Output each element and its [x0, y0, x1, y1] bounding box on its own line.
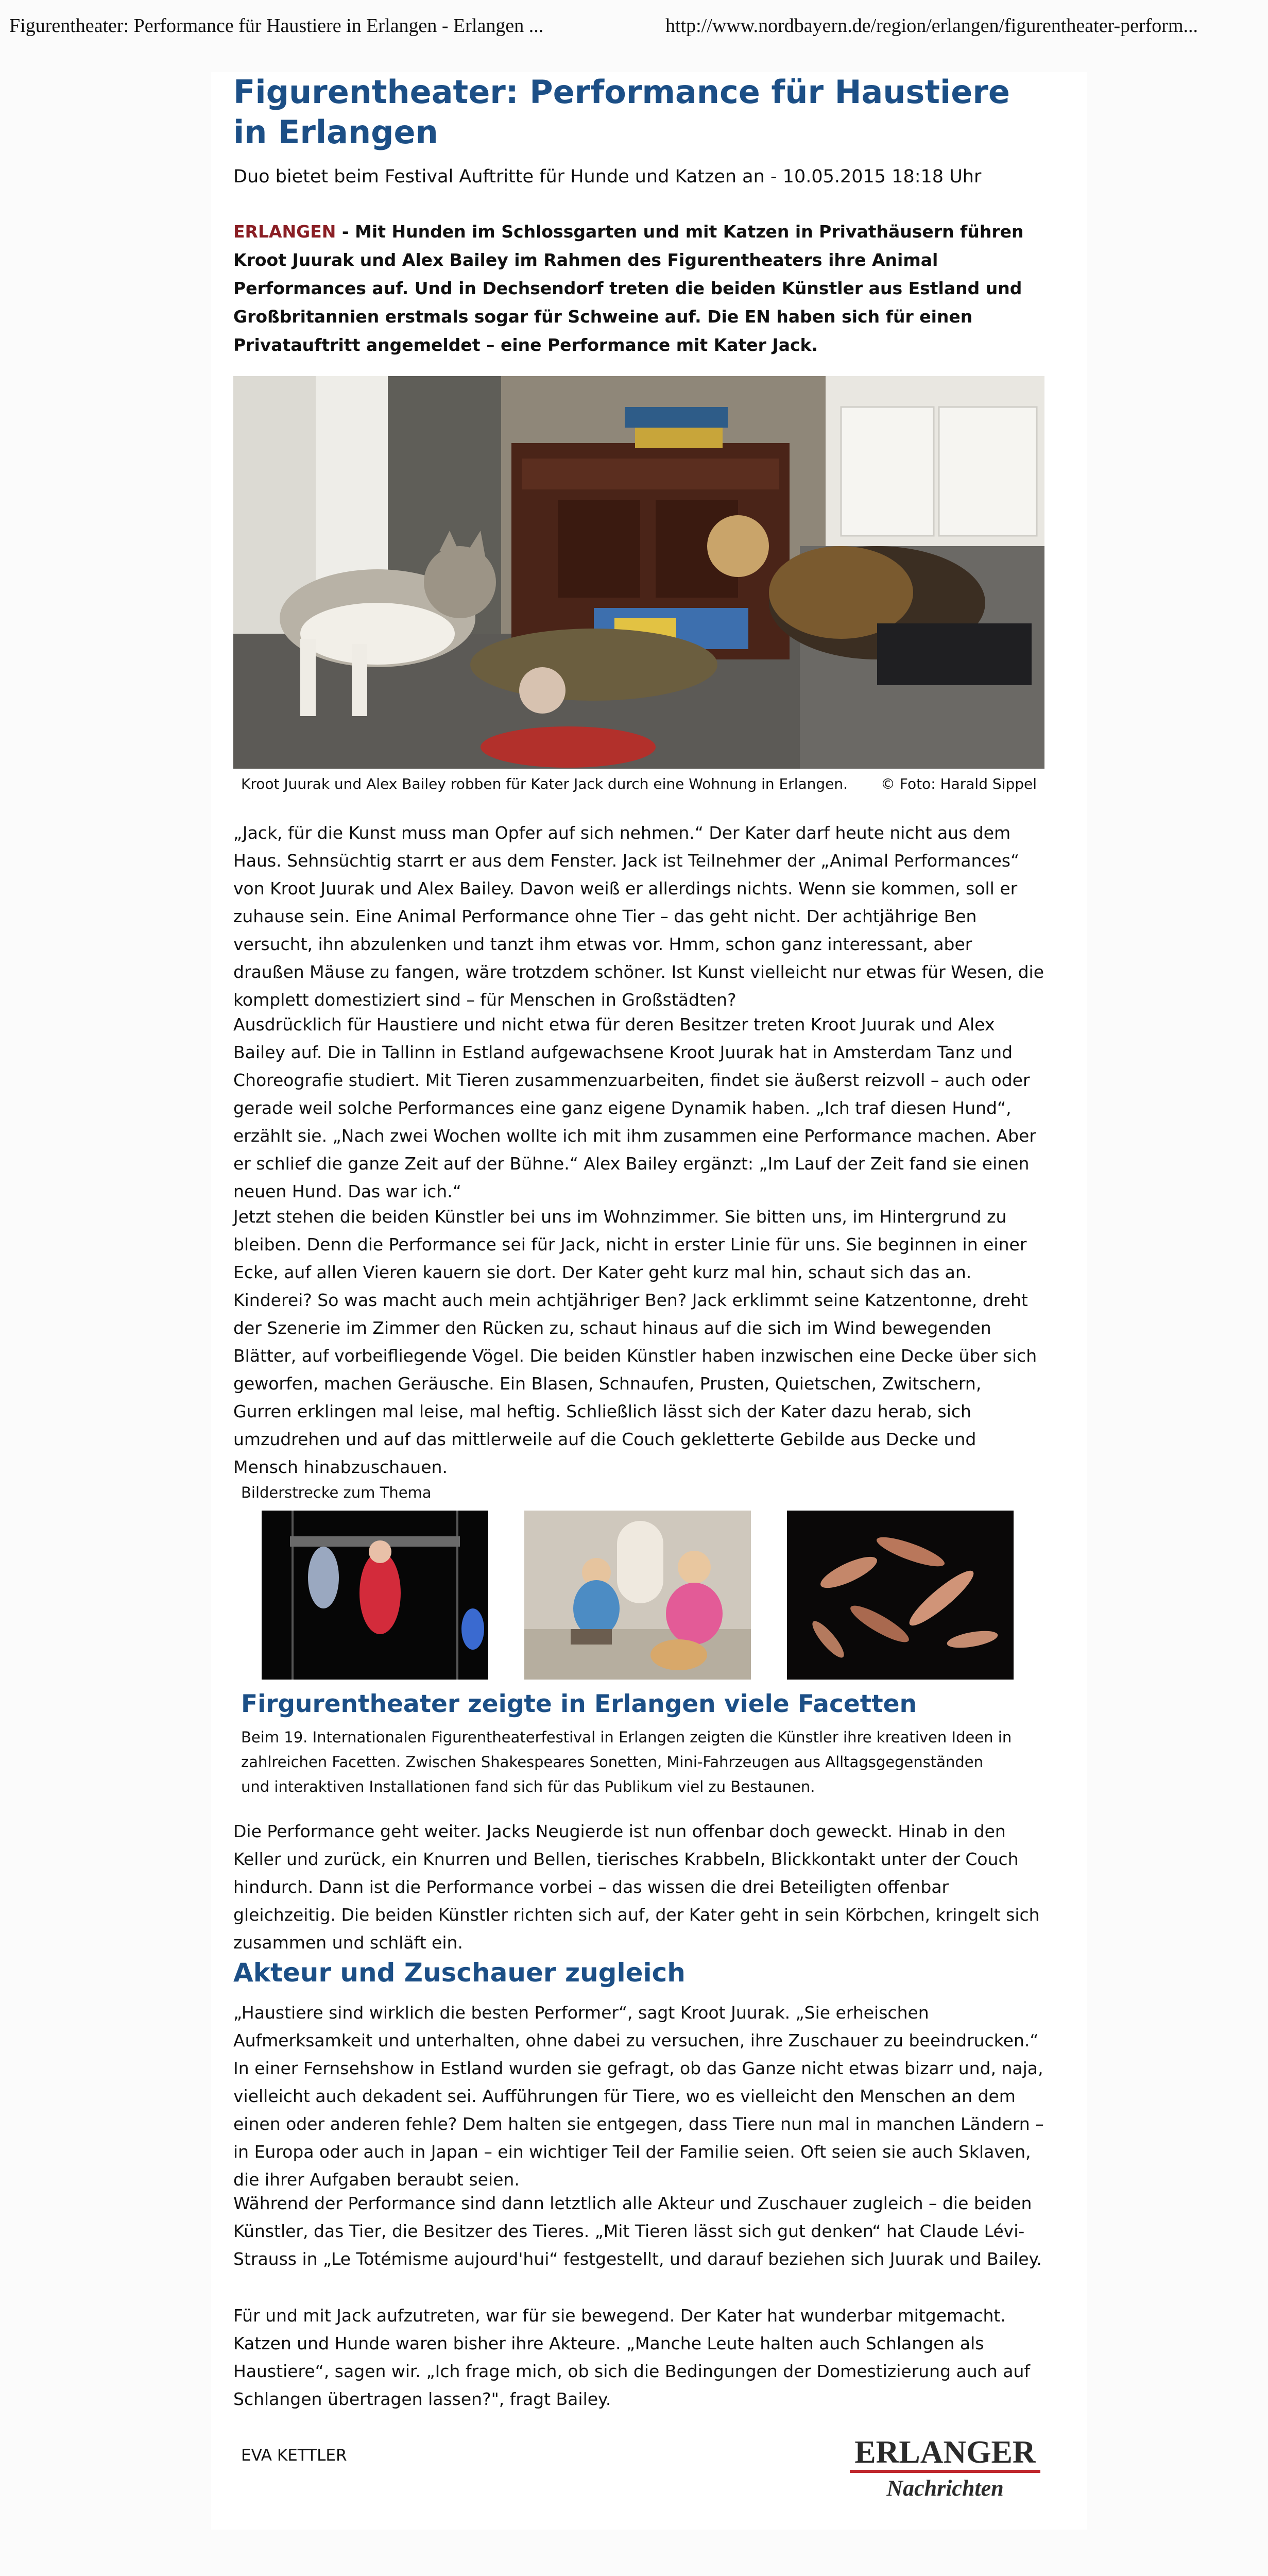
- photo-caption: [241, 774, 1037, 794]
- logo-line2: Nachrichten: [886, 2476, 1004, 2501]
- gallery-label: Bilderstrecke zum Thema: [241, 1484, 432, 1501]
- article-lead: [233, 217, 1044, 359]
- paragraph-1: „Jack, für die Kunst muss man Opfer auf sich nehmen.“ Der Kater darf heute nicht aus dem Haus. Sehnsüchtig starrt er aus dem Fenster. Jack ist Teilnehmer der „Animal Performances“ von Kroot Juurak und Alex Bailey. Davon weiß er allerdings nichts. Wenn sie kommen, soll er zuhause sein. Eine Animal Performance ohne Tier – das geht nicht. Der achtjährige Ben versucht, ihn abzulenken und tanzt ihm etwas vor. Hmm, schon ganz interessant, aber draußen Mäuse zu fangen, wäre trotzdem schöner. Ist Kunst vielleicht nur etwas für Wesen, die komplett domestiziert sind – für Menschen in Großstädten?: [233, 823, 1044, 1010]
- paragraph-4: Die Performance geht weiter. Jacks Neugierde ist nun offenbar doch geweckt. Hinab in den Keller und zurück, ein Knurren und Bellen, tierisches Krabbeln, Blickkontakt unter der Couch hindurch. Dann ist die Performance vorbei – das wissen die drei Beteiligten offenbar gleichzeitig. Die beiden Künstler richten sich auf, der Kater geht in sein Körbchen, kringelt sich zusammen und schläft ein.: [233, 1821, 1040, 1953]
- paragraph-6: Während der Performance sind dann letztlich alle Akteur und Zuschauer zugleich – die beiden Künstler, das Tier, die Besitzer des Tieres. „Mit Tieren lässt sich gut denken“ hat Claude Lévi-Strauss in „Le Totémisme aujourd'hui“ festgestellt, und darauf beziehen sich Juurak und Bailey.: [233, 2193, 1042, 2269]
- paragraph-5: „Haustiere sind wirklich die besten Performer“, sagt Kroot Juurak. „Sie erheischen Aufmerksamkeit und unterhalten, ohne dabei zu versuchen, ihre Zuschauer zu beeindrucken.“ In einer Fernsehshow in Estland wurden sie gefragt, ob das Ganze nicht etwas bizarr und, naja, vielleicht auch dekadent sei. Aufführungen für Tiere, wo es vielleicht den Menschen an dem einen oder anderen fehle? Dem halten sie entgegen, dass Tiere nun mal in manchen Ländern – in Europa oder auch in Japan – ein wichtiger Teil der Familie seien. Oft seien sie auch Sklaven, die ihrer Aufgaben beraubt seien.: [233, 2003, 1044, 2190]
- article-subheading: Akteur und Zuschauer zugleich: [233, 1958, 686, 1988]
- paragraph-7: Für und mit Jack aufzutreten, war für sie bewegend. Der Kater hat wunderbar mitgemacht. Katzen und Hunde waren bisher ihre Akteure. „Manche Leute halten auch Schlangen als Haustiere“, sagen wir. „Ich frage mich, ob sich die Bedingungen der Domestizierung auch auf Schlangen übertragen lassen?", fragt Bailey.: [233, 2306, 1030, 2409]
- article-subtitle: Duo bietet beim Festival Auftritte für Hunde und Katzen an - 10.05.2015 18:18 Uhr: [233, 166, 982, 187]
- article-headline: Figurentheater: Performance für Haustiere in Erlangen: [233, 73, 1010, 151]
- logo-line1: ERLANGER: [854, 2435, 1036, 2470]
- logo-wordmark: [850, 2431, 1040, 2503]
- article-photo[interactable]: [233, 376, 1044, 769]
- photo-illustration: [233, 376, 1044, 769]
- print-header: [0, 0, 1268, 57]
- photo-credit: © Foto: Harald Sippel: [880, 775, 1037, 792]
- gallery-text: Beim 19. Internationalen Figurentheaterfestival in Erlangen zeigten die Künstler ihre kreativen Ideen in zahlreichen Facetten. Zwischen Shakespeares Sonetten, Mini-Fahrzeugen aus Alltagsgegenständen und interaktiven Installationen fand sich für das Publikum viel zu Bestaunen.: [241, 1728, 1012, 1795]
- paragraph-3: Jetzt stehen die beiden Künstler bei uns im Wohnzimmer. Sie bitten uns, im Hintergrund zu bleiben. Denn die Performance sei für Jack, nicht in erster Linie für uns. Sie beginnen in einer Ecke, auf allen Vieren kauern sie dort. Der Kater geht kurz mal hin, schaut sich das an. Kinderei? So was macht auch mein achtjähriger Ben? Jack erklimmt seine Katzentonne, dreht der Szenerie im Zimmer den Rücken zu, schaut hinaus auf die sich im Wind bewegenden Blätter, auf vorbeifliegende Vögel. Die beiden Künstler haben inzwischen eine Decke über sich geworfen, machen Geräusche. Ein Blasen, Schnaufen, Prusten, Quietschen, Zwitschern, Gurren erklingen mal leise, mal heftig. Schließlich lässt sich der Kater dazu herab, sich umzudrehen und auf das mittlerweile auf die Couch gekletterte Gebilde aus Decke und Mensch hinabzuschauen.: [233, 1207, 1037, 1477]
- print-header-title: Figurentheater: Performance für Haustiere in Erlangen - Erlangen ...: [9, 15, 544, 37]
- thumb-3-illustration: [787, 1511, 1014, 1680]
- thumb-1-illustration: [262, 1511, 488, 1680]
- article-author: EVA KETTLER: [241, 2446, 347, 2465]
- print-header-url: http://www.nordbayern.de/region/erlangen/figurentheater-perform...: [665, 15, 1198, 37]
- gallery-title[interactable]: Firgurentheater zeigte in Erlangen viele Facetten: [241, 1690, 917, 1718]
- lead-place: ERLANGEN: [233, 222, 336, 242]
- gallery-thumb-1[interactable]: [262, 1511, 488, 1680]
- caption-text: Kroot Juurak und Alex Bailey robben für Kater Jack durch eine Wohnung in Erlangen.: [241, 775, 848, 792]
- erlanger-nachrichten-logo: [850, 2431, 1040, 2503]
- gallery-thumb-3[interactable]: [787, 1511, 1014, 1680]
- thumb-2-illustration: [524, 1511, 751, 1680]
- gallery-thumb-2[interactable]: [524, 1511, 751, 1680]
- paragraph-2: Ausdrücklich für Haustiere und nicht etwa für deren Besitzer treten Kroot Juurak und Alex Bailey auf. Die in Tallinn in Estland aufgewachsene Kroot Juurak hat in Amsterdam Tanz und Choreografie studiert. Mit Tieren zusammenzuarbeiten, findet sie äußerst reizvoll – auch oder gerade weil solche Performances eine ganz eigene Dynamik haben. „Ich traf diesen Hund“, erzählt sie. „Nach zwei Wochen wollte ich mit ihm zusammen eine Performance machen. Aber er schlief die ganze Zeit auf der Bühne.“ Alex Bailey ergänzt: „Im Lauf der Zeit fand sie einen neuen Hund. Das war ich.“: [233, 1014, 1036, 1201]
- lead-text: - Mit Hunden im Schlossgarten und mit Katzen in Privathäusern führen Kroot Juurak und Alex Bailey im Rahmen des Figurentheaters ihre Animal Performances auf. Und in Dechsendorf treten die beiden Künstler aus Estland und Großbritannien erstmals sogar für Schweine auf. Die EN haben sich für einen Privatauftritt angemeldet – eine Performance mit Kater Jack.: [233, 222, 1024, 355]
